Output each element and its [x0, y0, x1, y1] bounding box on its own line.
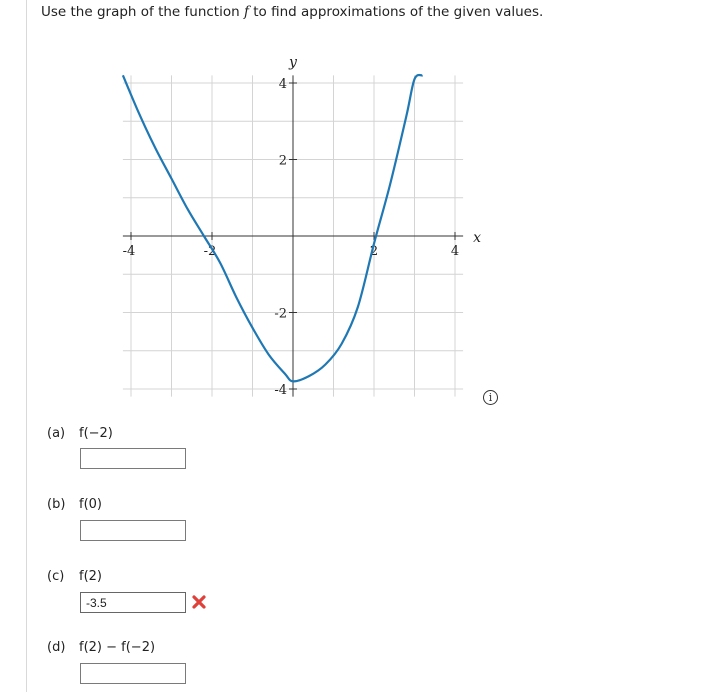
y-tick-label: 4	[278, 77, 287, 92]
x-tick-label: -4	[122, 244, 136, 259]
x-tick-label: -2	[203, 244, 217, 259]
part-d-label: (d) f(2) − f(−2)	[47, 640, 156, 655]
y-axis-label: y	[289, 54, 297, 71]
part-a-label: (a) f(−2)	[47, 426, 113, 441]
x-tick-label: 2	[369, 244, 379, 259]
function-name: f	[243, 4, 249, 20]
graph-axes	[123, 75, 463, 396]
y-tick-label: -2	[274, 306, 287, 322]
incorrect-x-icon	[191, 594, 207, 610]
part-c-label: (c) f(2)	[47, 569, 102, 584]
graph-ticks	[123, 77, 459, 398]
part-a-answer-input[interactable]	[80, 448, 186, 469]
part-b-label: (b) f(0)	[47, 497, 102, 512]
part-d-answer-input[interactable]	[80, 663, 186, 684]
part-b-answer-input[interactable]	[80, 520, 186, 541]
x-axis-label: x	[473, 230, 482, 246]
part-c-answer-input[interactable]	[80, 592, 186, 613]
y-tick-label: 2	[278, 153, 287, 169]
x-tick-label: 4	[450, 244, 460, 259]
info-icon[interactable]: i	[483, 390, 498, 405]
question-prompt: Use the graph of the function f to find approximations of the given values.	[41, 4, 544, 20]
y-tick-label: -4	[274, 383, 287, 398]
